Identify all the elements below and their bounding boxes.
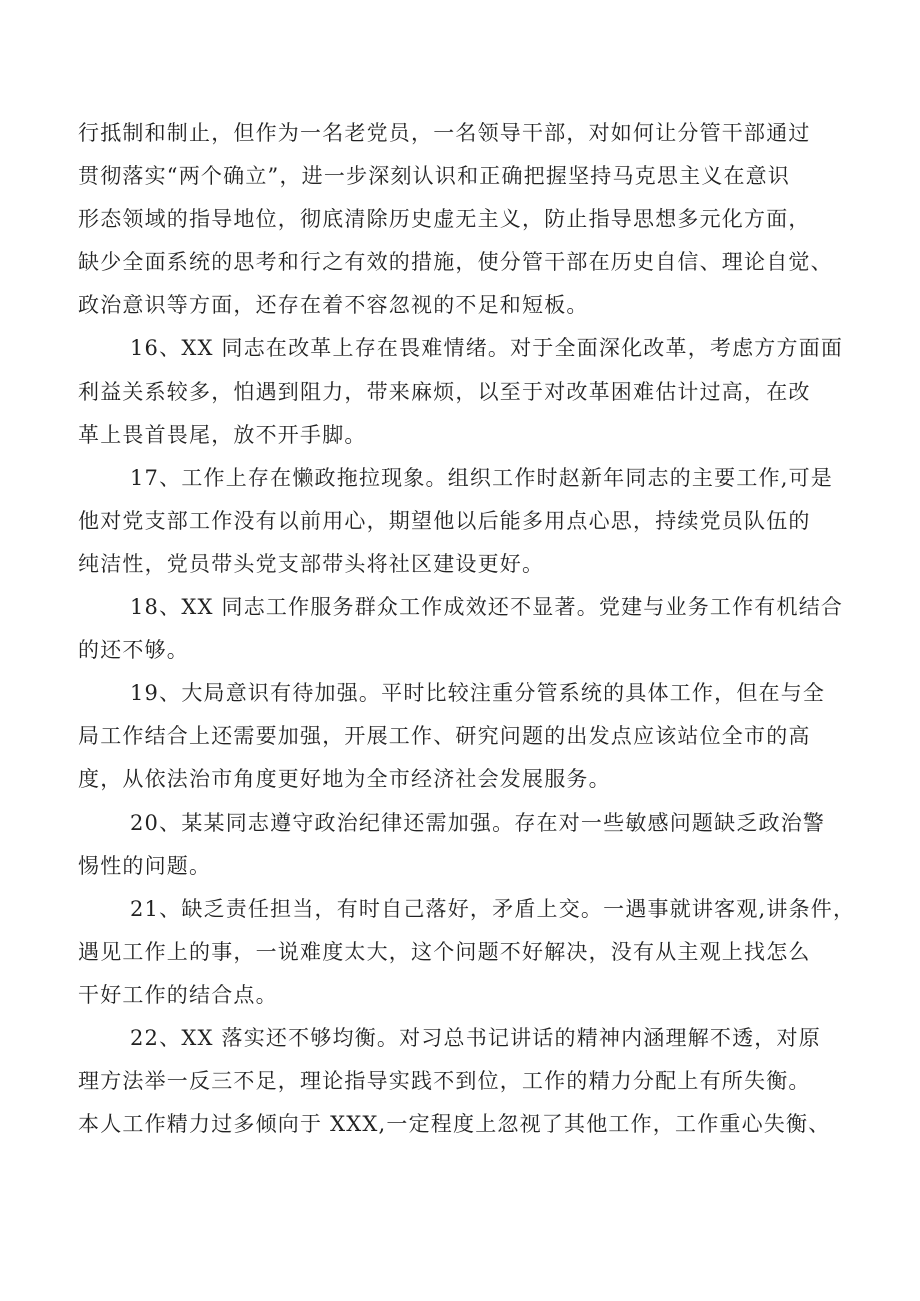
text-line: 利益关系较多，怕遇到阻力，带来麻烦，以至于对改革困难估计过高，在改 bbox=[78, 379, 811, 404]
paragraph-17 bbox=[78, 457, 858, 586]
text-line: 革上畏首畏尾，放不开手脚。 bbox=[78, 422, 367, 447]
text-line: 21、缺乏责任担当，有时自己落好，矛盾上交。一遇事就讲客观,讲条件， bbox=[130, 896, 856, 921]
text-line: 行抵制和制止，但作为一名老党员，一名领导干部，对如何让分管干部通过 bbox=[78, 121, 811, 145]
text-line: 他对党支部工作没有以前用心，期望他以后能多用点心思，持续党员队伍的 bbox=[78, 508, 811, 533]
paragraph-21 bbox=[78, 888, 858, 1017]
text-line: 22、XX 落实还不够均衡。对习总书记讲话的精神内涵理解不透，对原 bbox=[130, 1025, 821, 1050]
paragraph-15-continued bbox=[78, 112, 858, 327]
text-line: 形态领域的指导地位，彻底清除历史虚无主义，防止指导思想多元化方面， bbox=[78, 207, 811, 232]
text-line: 局工作结合上还需要加强，开展工作、研究问题的出发点应该站位全市的高 bbox=[78, 724, 811, 749]
document-body bbox=[78, 112, 858, 1146]
text-line: 19、大局意识有待加强。平时比较注重分管系统的具体工作，但在与全 bbox=[130, 681, 826, 706]
text-line: 缺少全面系统的思考和行之有效的措施，使分管干部在历史自信、理论自觉、 bbox=[78, 250, 833, 275]
text-line: 遇见工作上的事，一说难度太大，这个问题不好解决，没有从主观上找怎么 bbox=[78, 939, 811, 964]
text-line: 18、XX 同志工作服务群众工作成效还不显著。党建与业务工作有机结合 bbox=[130, 595, 844, 620]
text-line: 20、某某同志遵守政治纪律还需加强。存在对一些敏感问题缺乏政治警 bbox=[130, 810, 826, 835]
text-line: 的还不够。 bbox=[78, 638, 189, 663]
text-line: 度，从依法治市角度更好地为全市经济社会发展服务。 bbox=[78, 767, 611, 792]
paragraph-19 bbox=[78, 672, 858, 801]
text-line: 政治意识等方面，还存在着不容忽视的不足和短板。 bbox=[78, 293, 589, 318]
paragraph-20 bbox=[78, 802, 858, 888]
paragraph-22 bbox=[78, 1017, 858, 1146]
text-line: 纯洁性，党员带头党支部带头将社区建设更好。 bbox=[78, 551, 545, 576]
text-line: 贯彻落实“两个确立”，进一步深刻认识和正确把握坚持马克思主义在意识 bbox=[78, 164, 791, 189]
paragraph-16 bbox=[78, 327, 858, 456]
text-line: 理方法举一反三不足，理论指导实践不到位，工作的精力分配上有所失衡。 bbox=[78, 1069, 811, 1094]
paragraph-18 bbox=[78, 586, 858, 672]
text-line: 干好工作的结合点。 bbox=[78, 982, 278, 1007]
text-line: 17、工作上存在懒政拖拉现象。组织工作时赵新年同志的主要工作,可是 bbox=[130, 465, 833, 490]
text-line: 本人工作精力过多倾向于 XXX,一定程度上忽视了其他工作，工作重心失衡、 bbox=[78, 1112, 831, 1137]
text-line: 16、XX 同志在改革上存在畏难情绪。对于全面深化改革，考虑方方面面 bbox=[130, 336, 844, 361]
text-line: 惕性的问题。 bbox=[78, 853, 212, 878]
